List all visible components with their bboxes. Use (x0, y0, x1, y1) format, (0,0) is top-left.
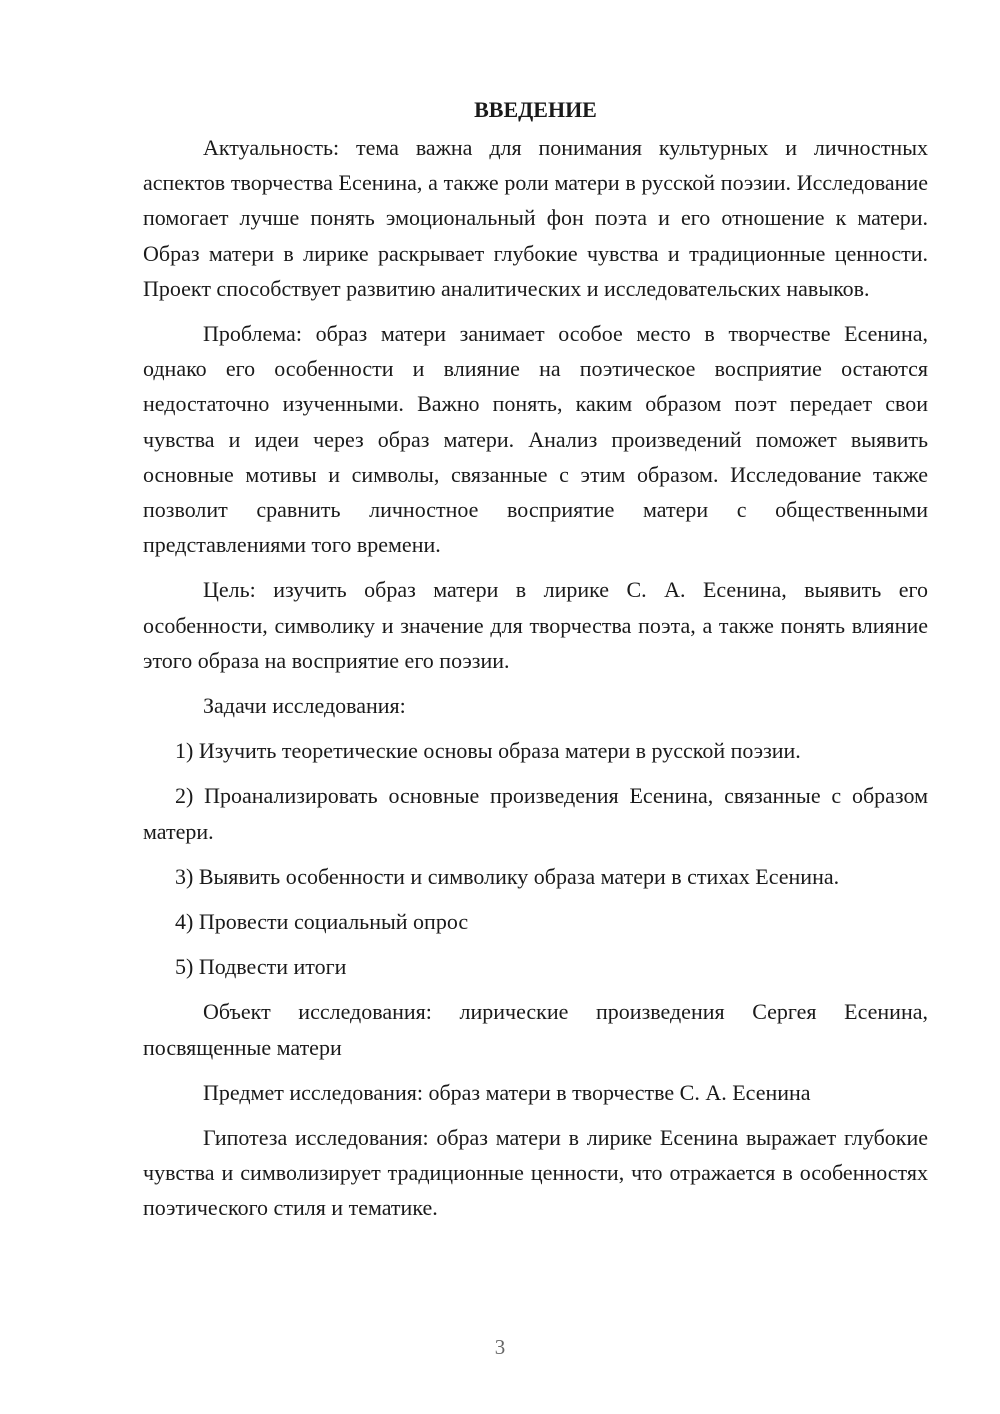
page-number: 3 (494, 1335, 506, 1359)
paragraph-relevance: Актуальность: тема важна для понимания культурных и личностных аспектов творчества Есенина, а также роли матери в русской поэзии. Исследование помогает лучше понять эмоциональный фон поэта и его отношение к матери. Образ матери в лирике раскрывает глубокие чувства и традиционные ценности. Проект способствует развитию аналитических и исследовательских навыков. (143, 135, 928, 301)
paragraph-object: Объект исследования: лирические произведения Сергея Есенина, посвященные матери (143, 999, 928, 1060)
list-item-task-1: 1) Изучить теоретические основы образа матери в русской поэзии. (175, 738, 801, 764)
paragraph-subject: Предмет исследования: образ матери в творчестве С. А. Есенина (203, 1079, 811, 1105)
page-title: ВВЕДЕНИЕ (474, 97, 597, 122)
list-item-task-5: 5) Подвести итоги (175, 954, 347, 980)
list-item-task-4: 4) Провести социальный опрос (175, 909, 469, 935)
paragraph-goal: Цель: изучить образ матери в лирике С. А. Есенина, выявить его особенности, символику и значение для творчества поэта, а также понять влияние этого образа на восприятие его поэзии. (143, 577, 928, 673)
list-item-task-2: 2) Проанализировать основные произведения Есенина, связанные с образом матери. (143, 783, 928, 844)
tasks-list (143, 733, 928, 984)
paragraph-problem: Проблема: образ матери занимает особое место в творчестве Есенина, однако его особенности и влияние на поэтическое восприятие остаются недостаточно изученными. Важно понять, каким образом поэт передает свои чувства и идеи через образ матери. Анализ произведений поможет выявить основные мотивы и символы, связанные с этим образом. Исследование также позволит сравнить личностное восприятие матери с общественными представлениями того времени. (143, 321, 928, 558)
list-item-task-3: 3) Выявить особенности и символику образа матери в стихах Есенина. (175, 863, 840, 889)
paragraph-hypothesis: Гипотеза исследования: образ матери в лирике Есенина выражает глубокие чувства и символизирует традиционные ценности, что отражается в особенностях поэтического стиля и тематике. (143, 1125, 928, 1221)
document-page (143, 92, 928, 1226)
tasks-heading: Задачи исследования: (203, 693, 406, 719)
